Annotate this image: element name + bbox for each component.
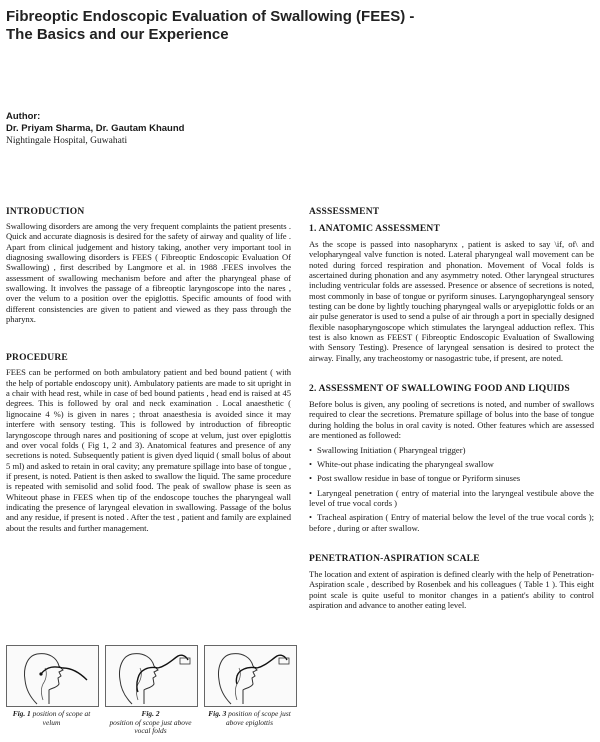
penetration-scale-heading: PENETRATION-ASPIRATION SCALE xyxy=(309,553,480,564)
figure-2-text: position of scope just above vocal folds xyxy=(109,717,192,736)
list-item-text: White-out phase indicating the pharyngeal swallow xyxy=(317,458,494,469)
list-item-text: Post swallow residue in base of tongue or Pyriform sinuses xyxy=(317,473,521,484)
scope-at-velum-illustration xyxy=(6,645,99,707)
procedure-body: FEES can be performed on both ambulatory patient and bed bound patient ( with the help of portable endoscopy unit). Ambulatory patients are made to sit upright in a chair with head rest, while in case of bed bound patients , head end is raised at 45 degrees. This is followed by oral and neck examination . Local anaesthetic ( lignocaine 4 %) is given in nares ; throat anaesthesia is avoided since it may interfere with sensory testing. This is followed by introduction of fibreoptic laryngoscope through nares and positioning of scope at velum, just over epiglottis and over vocal folds ( Fig 1, 2 and 3). Anatomical features and presence of any secretions is noted. Subsequently patient is given dyed liquid ( small bolus of about 5 ml) and asked to retain in oral cavity; any premature spillage into base of tongue , if present, is noted. Patient is then asked to swallow the liquid. The same procedure is repeated with semisolid and solid food. The peak of swallow phase is seen as Whiteout phase in FEES when tip of the endoscope touches the pharyngeal wall indicating the presence of laryngeal elevation in swallowing. Passage of the bolus and any residue, if present is noted . After the test , patient and family are explained about the results and further management. xyxy=(6,367,291,533)
list-item: • Laryngeal penetration ( entry of material into the laryngeal vestibule above the level of true vocal cords ) xyxy=(309,487,594,508)
swallowing-assessment-heading: 2. ASSESSMENT OF SWALLOWING FOOD AND LIQUIDS xyxy=(309,384,570,395)
list-item-text: Tracheal aspiration ( Entry of material below the level of the true vocal cords ); before , during or after swallow. xyxy=(309,512,594,533)
anatomic-assessment-body: As the scope is passed into nasopharynx , patient is asked to say \if, of\ and velopharyngeal valve function is noted. Lateral pharyngeal wall movement can be noted during forced respiration and phonation. Movement of Vocal folds is ascertained during phonation and any asymmetry noted. Other laryngeal structures including ventricular folds are assessed. Presence or absence of secretions is noted, most commonly in base of tongue or pyriform sinuses. Laryngopharyngeal sensory testing can be done by lightly touching pharyngeal walls or aryepiglottic folds or an air pulse generator is used to send a pulse of air through a port in specially designed flexible nasopharyngoscope which stimulates the laryngeal adduction reflex. This test is also known as FEEST ( Fibreoptic Endoscopic Evaluation of Swallowing with Sensory Testing). Presence of laryngeal sensation is desired to protect the airway. Finally, any tracheostomy or nasogastric tube, if present, are noted. xyxy=(309,239,594,363)
figure-strip xyxy=(6,645,296,735)
penetration-scale-body: The location and extent of aspiration is defined clearly with the help of Penetration-Aspiration scale , described by Rosenbek and his colleagues ( Table 1 ). This eight point scale is quite useful to monitor changes in a patient's ability to control aspiration and advance to another eating level. xyxy=(309,568,594,610)
figure-3-number: Fig. 3 xyxy=(208,709,227,718)
list-item: • Tracheal aspiration ( Entry of material below the level of the true vocal cords ); before , during or after swallow. xyxy=(309,512,594,533)
scope-above-epiglottis-illustration xyxy=(204,645,297,707)
figure-2 xyxy=(105,645,196,736)
list-item-text: Laryngeal penetration ( entry of material into the laryngeal vestibule above the level of true vocal cords ) xyxy=(309,487,594,508)
anatomic-assessment-heading: 1. ANATOMIC ASSESSMENT xyxy=(309,224,441,234)
assessment-heading: ASSSESSMENT xyxy=(309,207,380,217)
right-column xyxy=(309,206,594,610)
title-line-2: The Basics and our Experience xyxy=(6,26,229,43)
author-affiliation: Nightingale Hospital, Guwahati xyxy=(6,136,128,146)
figure-3-caption xyxy=(204,710,295,727)
figure-3 xyxy=(204,645,295,727)
figure-1-text: position of scope at velum xyxy=(32,709,91,727)
figure-1-number: Fig. 1 xyxy=(12,709,31,718)
author-label: Author: xyxy=(6,111,41,122)
introduction-body: Swallowing disorders are among the very frequent complaints the patient presents . Quick and accurate diagnosis is desired for the safety of airway and quality of life . Apart from clinical judgement and history taking, another very important tool in diagnosing swallowing disorders is FEES ( Fibreoptic Endoscopic Evaluation Of Swallowing) , first described by Langmore et al. in 1988 .FEES involves the assessment of swallowing mechanism before and after the pharyngeal phase of swallowing. It involves the passage of a fibreoptic laryngoscope into the nares , over the velum to a position over the epiglottis. Specific amounts of food with different consistencies are given to patient and viewed as they pass through the pharynx. xyxy=(6,221,291,325)
figure-3-text: position of scope just above epiglottis xyxy=(225,709,291,727)
author-names: Dr. Priyam Sharma, Dr. Gautam Khaund xyxy=(6,123,185,134)
left-column xyxy=(6,206,291,533)
procedure-heading: PROCEDURE xyxy=(6,353,68,364)
swallowing-assessment-body: Before bolus is given, any pooling of secretions is noted, and number of swallows required to clear the secretions. Premature spillage of bolus into the base of tongue during holding the bolus in oral cavity is noted. Other features which are assessed are mentioned as followed: xyxy=(309,399,594,441)
article-title xyxy=(6,8,426,44)
assessment-feature-list xyxy=(309,445,594,533)
title-line-1: Fibreoptic Endoscopic Evaluation of Swallowing (FEES) - xyxy=(6,8,415,25)
list-item: • White-out phase indicating the pharyngeal swallow xyxy=(309,458,494,469)
introduction-heading: INTRODUCTION xyxy=(6,207,85,217)
scope-above-vocal-folds-illustration xyxy=(105,645,198,707)
list-item: • Post swallow residue in base of tongue or Pyriform sinuses xyxy=(309,473,521,484)
figure-1-caption xyxy=(6,710,97,727)
figure-1 xyxy=(6,645,97,727)
list-item: • Swallowing Initiation ( Pharyngeal trigger) xyxy=(309,444,466,455)
author-block xyxy=(6,111,184,147)
list-item-text: Swallowing Initiation ( Pharyngeal trigger) xyxy=(317,444,466,455)
figure-2-number: Fig. 2 xyxy=(141,709,160,718)
figure-2-caption xyxy=(105,710,196,736)
